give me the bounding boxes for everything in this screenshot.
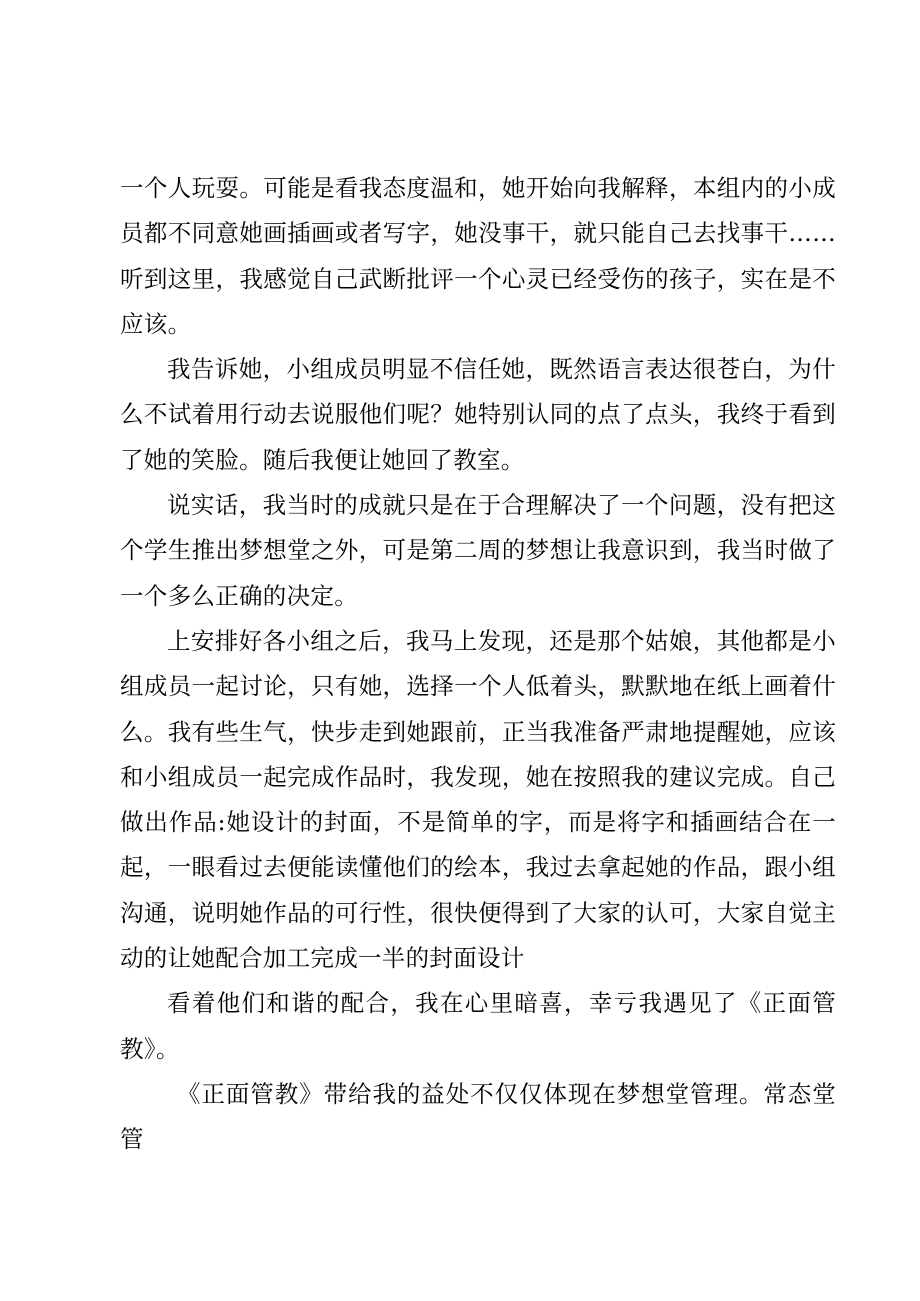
paragraph-continued: 一个人玩耍。可能是看我态度温和，她开始向我解释，本组内的小成员都不同意她画插画或者写字，她没事干，就只能自己去找事干……听到这里，我感觉自己武断批评一个心灵已经受伤的孩子，实在是不应该。 [120, 174, 836, 338]
body-text [120, 166, 836, 1163]
paragraph-6: 《正面管教》带给我的益处不仅仅体现在梦想堂管理。常态堂管 [120, 1079, 836, 1154]
paragraph-4: 上安排好各小组之后，我马上发现，还是那个姑娘，其他都是小组成员一起讨论，只有她，选择一个人低着头，默默地在纸上画着什么。我有些生气，快步走到她跟前，正当我准备严肃地提醒她，应该和小组成员一起完成作品时，我发现，她在按照我的建议完成。自己做出作品:她设计的封面，不是简单的字，而是将字和插画结合在一起，一眼看过去便能读懂他们的绘本，我过去拿起她的作品，跟小组沟通，说明她作品的可行性，很快便得到了大家的认可，大家自觉主动的让她配合加工完成一半的封面设计 [120, 626, 836, 973]
paragraph-2: 我告诉她，小组成员明显不信任她，既然语言表达很苍白，为什么不试着用行动去说服他们呢？她特别认同的点了点头，我终于看到了她的笑脸。随后我便让她回了教室。 [120, 355, 836, 474]
paragraph-3: 说实话，我当时的成就只是在于合理解决了一个问题，没有把这个学生推出梦想堂之外，可是第二周的梦想让我意识到，我当时做了一个多么正确的决定。 [120, 491, 836, 610]
paragraph-5: 看着他们和谐的配合，我在心里暗喜，幸亏我遇见了《正面管教》。 [120, 989, 836, 1063]
